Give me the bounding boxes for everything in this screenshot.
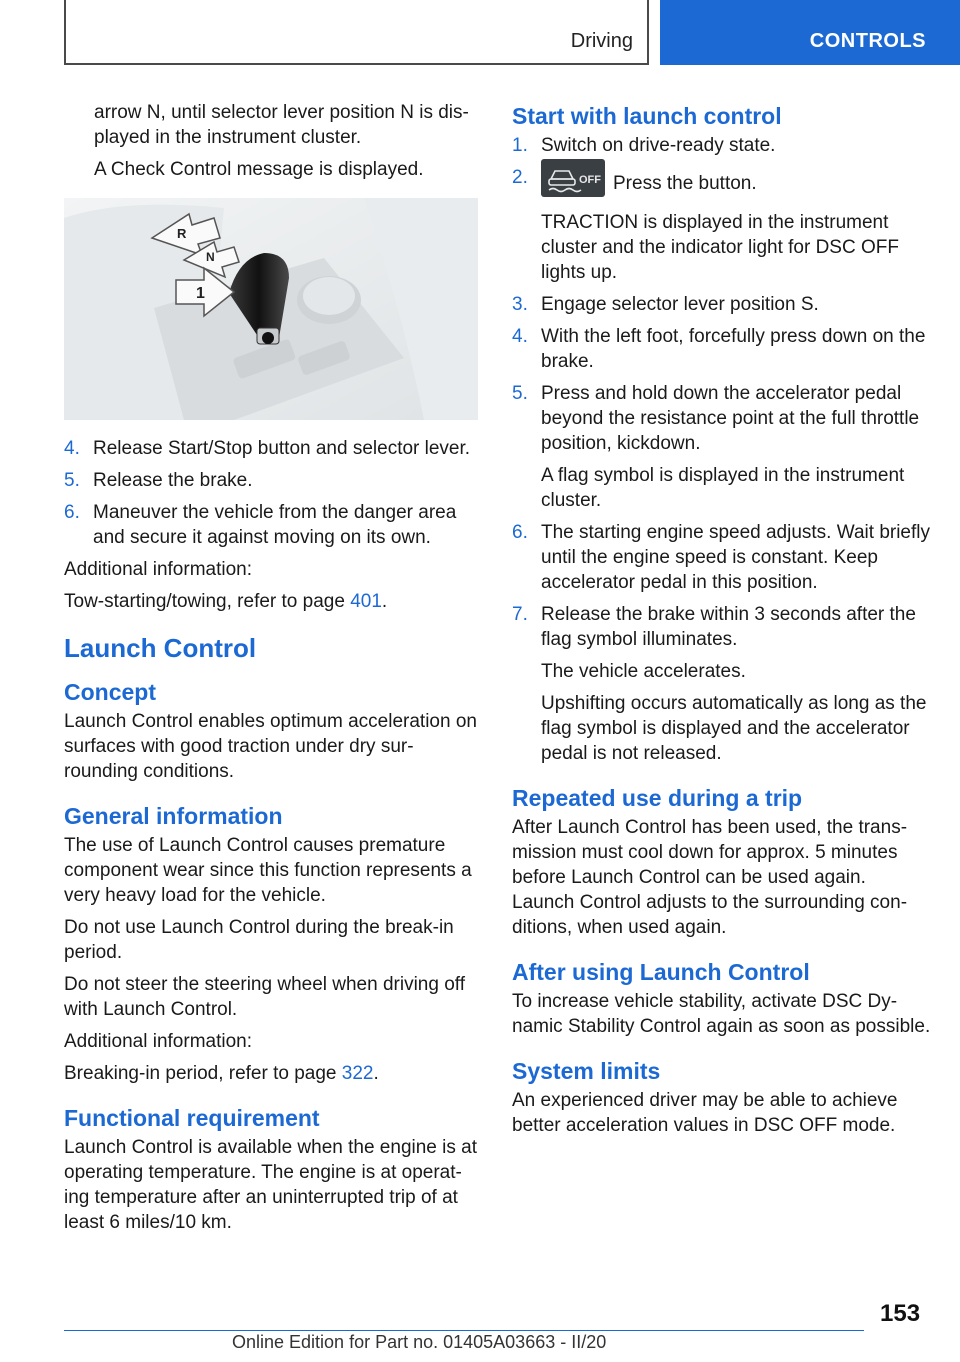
break-in-reference-text: Breaking-in period, refer to page bbox=[64, 1063, 342, 1084]
list-item bbox=[512, 520, 932, 595]
intro-paragraph: A Check Control message is displayed. bbox=[94, 159, 424, 180]
step-number: 7. bbox=[512, 604, 528, 625]
step-text: Release Start/Stop button and selector lever. bbox=[93, 438, 471, 459]
step-text: Release the brake within 3 seconds after the flag symbol illuminates. bbox=[541, 604, 916, 650]
step-text: A flag symbol is displayed in the instrument cluster. bbox=[541, 465, 905, 511]
selector-lever-figure bbox=[64, 198, 478, 420]
page-number: 153 bbox=[880, 1300, 921, 1327]
step-number: 4. bbox=[512, 326, 528, 347]
continuation-steps-list bbox=[64, 436, 478, 550]
functional-requirement-paragraph: Launch Control is available when the engine is at operating temperature. The engine is at operat‐ing temperature after an uninterrupted trip of at least 6 miles/10 km. bbox=[64, 1137, 477, 1233]
tow-reference-text: Tow-starting/towing, refer to page bbox=[64, 591, 351, 612]
gear-label-r: R bbox=[177, 226, 187, 241]
header-section-title: Driving bbox=[570, 30, 633, 52]
system-limits-heading: System limits bbox=[512, 1058, 661, 1084]
general-paragraph: Do not use Launch Control during the break-in period. bbox=[64, 917, 454, 963]
step-text: The starting engine speed adjusts. Wait briefly until the engine speed is constant. Keep accelerator pedal in this position. bbox=[541, 522, 930, 593]
launch-steps-list bbox=[512, 133, 932, 766]
list-item bbox=[512, 292, 932, 317]
footer-divider bbox=[64, 1330, 864, 1331]
tow-page-link[interactable]: 401 bbox=[350, 591, 382, 612]
right-column bbox=[512, 100, 932, 1145]
step-number: 4. bbox=[64, 438, 80, 459]
step-callout-1: 1 bbox=[196, 285, 205, 302]
step-number: 1. bbox=[512, 135, 528, 156]
general-paragraph: Do not steer the steering wheel when driving off with Launch Control. bbox=[64, 974, 465, 1020]
step-text: Release the brake. bbox=[93, 470, 253, 491]
break-in-reference-end: . bbox=[373, 1063, 379, 1084]
list-item bbox=[512, 165, 932, 285]
list-item bbox=[512, 602, 932, 766]
step-number: 3. bbox=[512, 294, 528, 315]
after-using-paragraph: To increase vehicle stability, activate DSC Dy‐namic Stability Control again as soon as possible. bbox=[512, 991, 931, 1037]
start-launch-control-heading: Start with launch control bbox=[512, 103, 782, 129]
additional-info-label: Additional information: bbox=[64, 1031, 252, 1052]
header-chapter-tab[interactable] bbox=[660, 0, 960, 65]
left-column bbox=[64, 100, 478, 1242]
step-text: Press and hold down the accelerator pedal beyond the resistance point at the full throttle position, kickdown. bbox=[541, 383, 920, 454]
step-text: Upshifting occurs automatically as long as the flag symbol is displayed and the accelerator pedal is not released. bbox=[541, 693, 927, 764]
additional-info-label: Additional information: bbox=[64, 559, 252, 580]
concept-paragraph: Launch Control enables optimum acceleration on surfaces with good traction under dry sur‐rounding conditions. bbox=[64, 711, 477, 782]
dsc-off-button-icon bbox=[541, 159, 605, 197]
intro-paragraph: arrow N, until selector lever position N is dis‐played in the instrument cluster. bbox=[94, 102, 469, 148]
list-item bbox=[64, 500, 478, 550]
step-text bbox=[541, 165, 932, 203]
dsc-off-label: OFF bbox=[579, 174, 601, 186]
concept-heading: Concept bbox=[64, 679, 156, 705]
general-paragraph: The use of Launch Control causes premature component wear since this function represents a very heavy load for the vehicle. bbox=[64, 835, 472, 906]
step-text-inline: Press the button. bbox=[613, 173, 757, 195]
header-chapter-label: CONTROLS bbox=[809, 30, 926, 52]
step-number: 6. bbox=[64, 502, 80, 523]
step-text: Engage selector lever position S. bbox=[541, 294, 819, 315]
step-number: 5. bbox=[512, 383, 528, 404]
step-text: Maneuver the vehicle from the danger area and secure it against moving on its own. bbox=[93, 502, 457, 548]
step-number: 5. bbox=[64, 470, 80, 491]
after-using-heading: After using Launch Control bbox=[512, 959, 810, 985]
selector-lever-illustration bbox=[64, 198, 478, 420]
system-limits-paragraph: An experienced driver may be able to achieve better acceleration values in DSC OFF mode. bbox=[512, 1090, 898, 1136]
step-number: 2. bbox=[512, 167, 528, 188]
step-text: The vehicle accelerates. bbox=[541, 661, 746, 682]
footer-edition-text: Online Edition for Part no. 01405A03663 - II/20 bbox=[232, 1332, 607, 1352]
functional-requirement-heading: Functional requirement bbox=[64, 1105, 320, 1131]
tow-reference bbox=[64, 589, 478, 614]
header-section-box bbox=[64, 0, 649, 65]
list-item bbox=[64, 436, 478, 461]
repeated-use-paragraph: After Launch Control has been used, the trans‐mission must cool down for approx. 5 minutes before Launch Control can be used again. Launch Control adjusts to the surrounding con‐ditions, when used again. bbox=[512, 817, 908, 938]
repeated-use-heading: Repeated use during a trip bbox=[512, 785, 803, 811]
step-text: With the left foot, forcefully press down on the brake. bbox=[541, 326, 926, 372]
list-item bbox=[64, 468, 478, 493]
step-text: Switch on drive-ready state. bbox=[541, 135, 776, 156]
tow-reference-end: . bbox=[381, 591, 388, 612]
list-item bbox=[512, 133, 932, 158]
break-in-reference bbox=[64, 1061, 478, 1086]
step-number: 6. bbox=[512, 522, 528, 543]
step-text: TRACTION is displayed in the instrument cluster and the indicator light for DSC OFF lights up. bbox=[541, 212, 899, 283]
list-item bbox=[512, 324, 932, 374]
list-item bbox=[512, 381, 932, 513]
gear-label-n: N bbox=[206, 250, 215, 264]
launch-control-heading: Launch Control bbox=[64, 633, 257, 663]
break-in-page-link[interactable]: 322 bbox=[341, 1063, 374, 1084]
general-information-heading: General information bbox=[64, 803, 283, 829]
